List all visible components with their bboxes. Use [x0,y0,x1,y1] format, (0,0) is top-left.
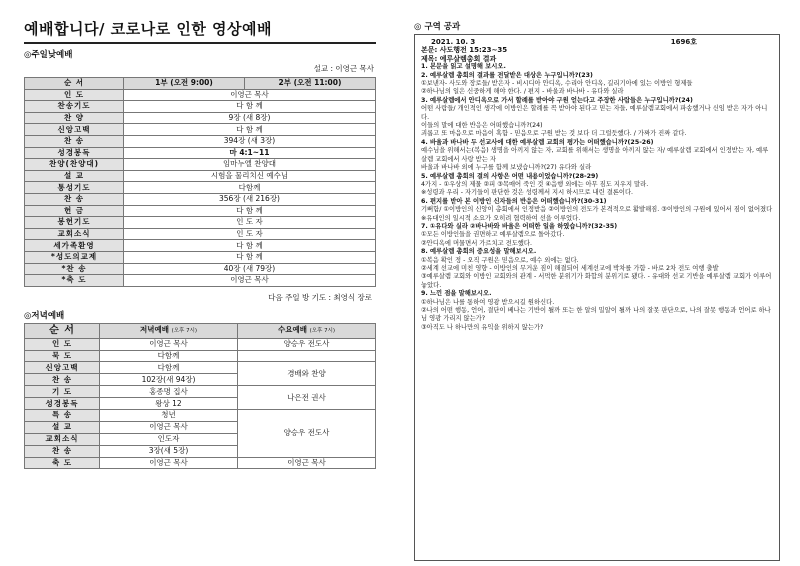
next-week-prayer: 다음 주일 방 기도 : 최영식 장로 [268,292,372,302]
study-guide [414,18,780,561]
row-label: 교회소식 [25,433,100,445]
evening-value: 다함께 [100,350,238,362]
table-row [25,112,376,124]
row-value: 394장 (새 3장) [124,135,376,147]
table-row [25,263,376,275]
table-row [25,410,376,422]
qt-section-title [414,20,780,32]
wed-value: 이영근 목사 [238,457,376,469]
evening-worship-table [24,323,376,470]
table-row [25,193,376,205]
answer-text: 괴롭고 또 마음으로 마음이 혹함 - 믿음으로 구원 받는 것 보다 더 그럴듯했다. / 가짜가 진짜 같다. [421,130,687,138]
row-value: 40장 (새 79장) [124,263,376,275]
row-label: 찬송기도 [25,101,124,113]
wed-value: 나은전 권사 [238,386,376,410]
row-label: 설 교 [25,421,100,433]
morning-worship-table [24,77,376,287]
qt-title-text: ◎ 구역 공과 [414,22,461,32]
row-label: 신앙고백 [25,124,124,136]
order-header: 순 서 [25,323,100,338]
row-value: 인 도 자 [124,228,376,240]
answer-text: 예수님을 위해서는(복음) 생명을 아끼지 않는 자, 교회를 위해서는 생명을 아끼지 않는 자/ 예루살렘 교회에서 인정받는 자, 예루살렘 교회에서 사랑 받는 자 [421,147,769,163]
row-label: 인 도 [25,338,100,350]
wed-header [238,323,376,338]
row-value: 다 함 께 [124,205,376,217]
table-header-row [25,323,376,338]
row-label: 묵 도 [25,350,100,362]
wed-value: 양승우 전도사 [238,338,376,350]
table-row [25,217,376,229]
wed-value: 양승우 전도사 [238,410,376,458]
first-service-header: 1부 (오전 9:00) [124,78,245,90]
row-value: 다함께 [124,182,376,194]
row-value: 임마누엘 찬양대 [124,159,376,171]
row-value: 인 도 자 [124,217,376,229]
evening-title-text: ◎저녁예배 [24,310,65,321]
evening-value: 청년 [100,410,238,422]
question-item [421,173,773,198]
question-item [421,290,773,332]
row-label: 축 도 [25,457,100,469]
evening-header [100,323,238,338]
table-row [25,251,376,263]
row-value: 다 함 께 [124,124,376,136]
row-value: 마 4:1~11 [124,147,376,159]
row-label: 찬양(찬양대) [25,159,124,171]
question-text: 3. 예루살렘에서 안디옥으로 가서 할례를 받아야 구원 얻는다고 주장한 사람들은 누구입니까?(24) [421,96,693,104]
row-label: 헌 금 [25,205,124,217]
wed-value [238,350,376,362]
question-text: 4. 바울과 바나바 두 선교사에 대한 예루살렘 교회의 평가는 어떠했습니까?(25-26) [421,138,654,146]
question-text: 9. 느낀 점을 말해보시오. [421,290,492,298]
row-label: 특 송 [25,410,100,422]
table-row [25,457,376,469]
question-text: 7. ①유다와 실라 ②바나바와 바울은 어떠한 일을 하였습니까?(32-35) [421,222,618,230]
answer-text: ②하나님의 일은 신중하게 해야 한다. / 편지 - 바울과 바나바 - 유다와 실라 [421,88,624,96]
question-item [421,72,773,97]
question-text: 1. 본문을 읽고 설명해 보시오. [421,63,506,71]
table-header-row [25,78,376,90]
row-label: *찬 송 [25,263,124,275]
wed-value: 경배와 찬양 [238,362,376,386]
answer-text: ②세계 선교에 미친 영향 - 이방인의 무거운 짐이 해결되어 세계선교에 박차를 가함 - 바로 2차 전도 여행 출발 [421,264,719,272]
row-label: 기 도 [25,386,100,398]
row-label: 찬 송 [25,445,100,457]
row-value: 다 함 께 [124,240,376,252]
row-value: 이영근 목사 [124,275,376,287]
answer-text: ③예루살렘 교회와 이방인 교회와의 관계 - 서먹한 분위기가 화합의 분위기로 됐다. - 유대와 선교 기반을 예루살렘 교회가 이루어 놓았다. [421,273,772,289]
wed-header-label: 수요예배 [277,325,307,335]
bulletin-left [24,18,376,469]
morning-section-title [24,48,376,60]
study-text: 본문: 사도행전 15:23~35 [421,46,508,55]
row-label: 찬 송 [25,135,124,147]
study-subject: 제목: 예루살렘총회 결과 [421,54,497,63]
answer-text: 이들의 말에 대한 반응은 어떠했습니까?(24) [421,122,543,130]
row-value: 356장 (새 216장) [124,193,376,205]
evening-value: 3장(새 5장) [100,445,238,457]
table-row [25,338,376,350]
table-row [25,205,376,217]
table-row [25,386,376,398]
row-value: 이영근 목사 [124,89,376,101]
evening-value: 다함께 [100,362,238,374]
table-row [25,147,376,159]
answer-text: ①복음 확인 정 - 오직 구원은 믿음으로, 예수 외에는 없다. [421,256,579,264]
morning-title-text: ◎주일낮예배 [24,50,73,60]
answer-text: 바울과 바나바 외에 누구를 함께 보냈습니까?(27) 유다와 실라 [421,164,592,172]
table-row [25,159,376,171]
wed-time: (오후 7시) [309,328,336,335]
issue-number: 1696호 [670,38,697,46]
answer-text: ②안디옥에 머물면서 가르치고 전도했다. [421,239,532,247]
row-label: 세가족환영 [25,240,124,252]
row-label: 설 교 [25,170,124,182]
evening-value: 인도자 [100,433,238,445]
table-row [25,228,376,240]
evening-header-label: 저녁예배 [139,325,169,335]
table-row [25,170,376,182]
answer-text: ③아직도 나 하나만의 유익을 위하지 않는가? [421,323,544,331]
row-label: 성경봉독 [25,398,100,410]
table-row [25,124,376,136]
study-box [414,34,780,561]
answer-text: ②나의 어떤 행동, 언어, 결단이 베나는 기반이 될까 또는 한 알의 밀알이 될까 나의 잘못 판단으로, 나의 잘못 행동과 언어로 하나님 영광 가리지 않는가? [421,307,771,323]
answer-text: 기뻐함/ ①이방인의 신앙이 총회에서 인정받음 ②이방인의 전도가 본격적으로 활발해짐. ③이방인의 구원에 있어서 짐이 없어졌다 ※유대인의 일시적 소요가 오히려 협력하여 선을 이루었다. [421,206,773,222]
row-value: 다 함 께 [124,101,376,113]
row-label: 봉헌기도 [25,217,124,229]
table-row [25,240,376,252]
question-text: 6. 편지를 받아 본 이방인 신자들의 반응은 어떠했습니까?(30-31) [421,197,607,205]
answer-text: ①모든 이방인들을 권면하고 예루살렘으로 돌아갔다. [421,231,565,239]
table-row [25,135,376,147]
row-label: *성도의교제 [25,251,124,263]
table-row [25,350,376,362]
answer-text: ※성령과 우리 - 자기들이 판단한 것은 성령께서 지시 하시므로 내린 결론이다. [421,189,634,197]
row-value: 다 함 께 [124,251,376,263]
table-row [25,101,376,113]
answer-text: ①하나님은 나를 통하여 영광 받으시길 원하신다. [421,298,555,306]
table-row [25,182,376,194]
evening-value: 이영근 목사 [100,338,238,350]
row-label: 신앙고백 [25,362,100,374]
table-row [25,89,376,101]
row-label: 교회소식 [25,228,124,240]
row-value: 9장 (새 8장) [124,112,376,124]
row-label: 통성기도 [25,182,124,194]
row-label: *축 도 [25,275,124,287]
evening-value: 왕상 12 [100,398,238,410]
page-title: 예배합니다/ 코로나로 인한 영상예배 [24,18,376,44]
question-text: 5. 예루살렘 총회의 결의 사항은 어떤 내용이었습니까?(28-29) [421,172,599,180]
evening-value: 102장(새 94장) [100,374,238,386]
answer-text: 4가지 - ①우상의 제물 ②피 ③목매어 죽인 것 ④음행 외에는 아무 짐도 지우지 말라. [421,180,649,188]
row-label: 찬 양 [25,112,124,124]
question-item [421,198,773,223]
table-row [25,275,376,287]
question-item [421,248,773,290]
answer-text: ①보낸자- 사도와 장로들/ 받은자 - 비시디아 안디옥, 수리아 안디옥, 길리기아에 있는 이방인 형제들 [421,80,693,88]
row-label: 인 도 [25,89,124,101]
morning-sermon-line: 설교 : 이영근 목사 [313,64,374,73]
question-item [421,139,773,173]
question-list [421,63,773,332]
question-item [421,223,773,248]
question-item [421,63,773,71]
question-text: 2. 예루살렘 총회의 결과를 전달받은 대상은 누구입니까?(23) [421,71,593,79]
evening-section-title [24,309,376,321]
evening-value: 이영근 목사 [100,457,238,469]
row-label: 찬 송 [25,193,124,205]
question-text: 8. 예루살렘 총회의 중요성을 말해보시오. [421,248,537,256]
study-date: 2021. 10. 3 [431,38,476,46]
row-label: 찬 송 [25,374,100,386]
row-value: 시험을 물리치신 예수님 [124,170,376,182]
evening-time: (오후 7시) [171,328,198,335]
second-service-header: 2부 (오전 11:00) [244,78,375,90]
evening-value: 홍종명 집사 [100,386,238,398]
evening-value: 이영근 목사 [100,421,238,433]
order-header: 순 서 [25,78,124,90]
row-label: 성경봉독 [25,147,124,159]
answer-text: 어떤 사람들/ 개인적인 생각에 이방인은 할례를 꼭 받아야 된다고 믿는 자들, 예루살렘교회에서 파송했거나 신임 받은 자가 아니다. [421,105,768,121]
table-row [25,362,376,374]
question-item [421,97,773,139]
